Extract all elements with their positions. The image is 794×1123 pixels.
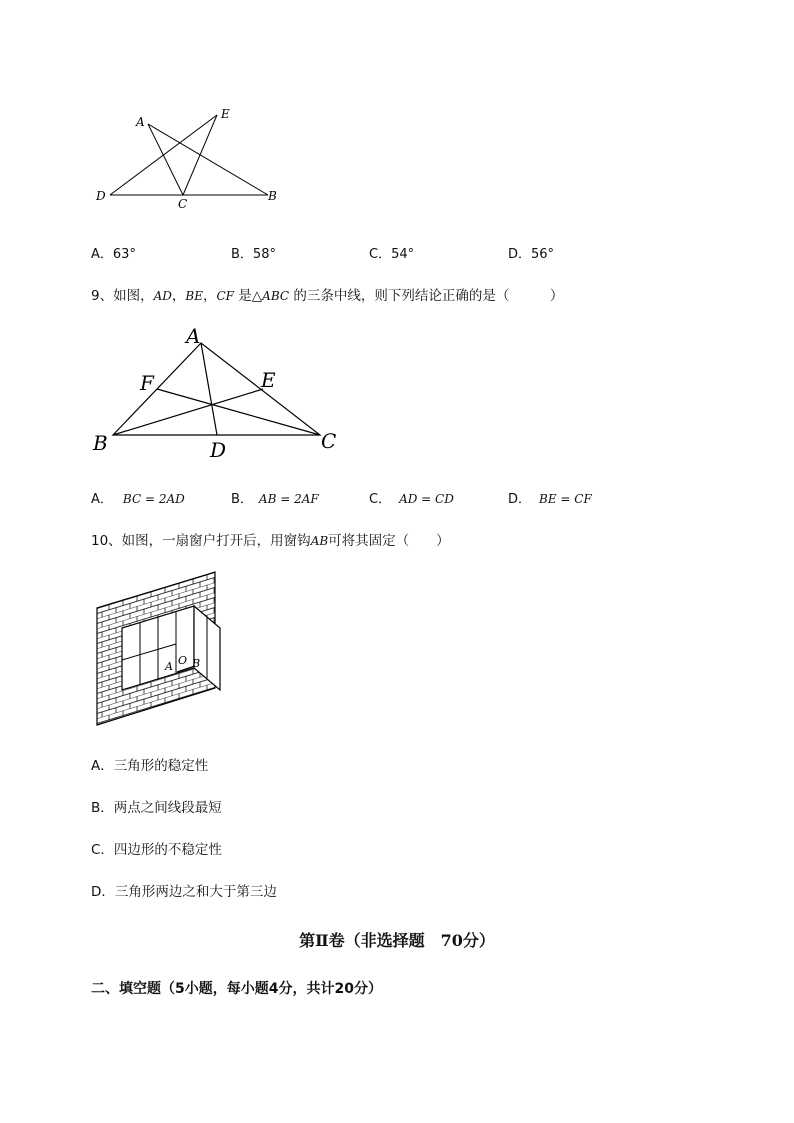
q10-stem-prefix: 10、如图，一扇窗户打开后，用窗钩 (91, 533, 311, 549)
q10-label-b: B (192, 657, 201, 670)
q10-label-o: O (178, 654, 188, 667)
q10-window-figure (92, 570, 228, 730)
q9-median-ad (201, 343, 217, 435)
q10-option-d: D．三角形两边之和大于第三边 (91, 884, 277, 900)
q8-label-e: E (221, 107, 230, 121)
q9-option-d (508, 488, 592, 507)
section-heading: 二、填空题（5小题，每小题4分，共计20分） (91, 981, 382, 997)
q9-option-c-text: AD = CD (399, 492, 454, 506)
q8-option-d (508, 243, 554, 262)
q9-stem-prefix: 9、如图， (91, 288, 154, 304)
q10-option-c: C．四边形的不稳定性 (91, 842, 222, 858)
q9-option-d-letter: D． (508, 492, 532, 507)
part2-title: 第Ⅱ卷（非选择题 70分） (299, 931, 495, 950)
q8-label-c: C (178, 197, 188, 211)
q9-figure (88, 322, 348, 464)
q8-option-d-letter: D． (508, 247, 532, 262)
q9-label-b: B (93, 431, 108, 455)
q9-label-f: F (140, 371, 154, 395)
q9-stem-middle: 是△ (233, 288, 263, 304)
q9-label-e: E (261, 368, 276, 392)
q8-label-a: A (136, 115, 145, 129)
q8-option-d-text: 56° (531, 247, 555, 262)
q10-option-b: B．两点之间线段最短 (91, 800, 222, 816)
q10-label-a: A (165, 660, 173, 673)
q9-option-b-text: AB = 2AF (258, 492, 319, 506)
q9-option-a-letter: A． (91, 492, 113, 507)
q8-label-d: D (96, 189, 106, 203)
q10-stem (91, 529, 450, 549)
q8-option-a-text: 63° (112, 247, 136, 262)
q10-stem-suffix: 可将其固定（ ） (328, 533, 450, 549)
q9-option-b-letter: B． (231, 492, 253, 507)
q10-option-a: A．三角形的稳定性 (91, 758, 209, 774)
q8-option-c-text: 54° (391, 247, 415, 262)
q9-label-c: C (321, 429, 337, 453)
q10-stem-ab: AB (310, 534, 329, 548)
q8-figure (90, 100, 290, 215)
q8-option-b-letter: B． (231, 247, 253, 262)
q9-stem-suffix: 的三条中线，则下列结论正确的是（ ） (289, 288, 564, 304)
q9-stem-cf: CF (216, 289, 234, 303)
q9-option-b (231, 488, 319, 507)
q9-option-c (369, 488, 454, 507)
q9-stem-abc: ABC (262, 289, 290, 303)
q8-option-c-letter: C． (369, 247, 392, 262)
q8-option-a (91, 243, 136, 262)
q9-option-d-text: BE = CF (539, 492, 592, 506)
q8-option-b (231, 243, 276, 262)
q9-stem (91, 284, 563, 304)
q8-option-c (369, 243, 414, 262)
q9-stem-ad: AD (153, 289, 172, 303)
q9-stem-sep1: ， (171, 288, 186, 304)
q9-option-c-letter: C． (369, 492, 392, 507)
q9-stem-sep2: ， (202, 288, 217, 304)
q9-label-d: D (210, 438, 227, 462)
q8-option-a-letter: A． (91, 247, 113, 262)
q9-option-a (91, 488, 185, 507)
q9-label-a: A (186, 324, 201, 348)
q9-stem-be: BE (185, 289, 203, 303)
q8-option-b-text: 58° (252, 247, 276, 262)
q9-option-a-text: BC = 2AD (122, 492, 185, 506)
q8-label-b: B (268, 189, 277, 203)
